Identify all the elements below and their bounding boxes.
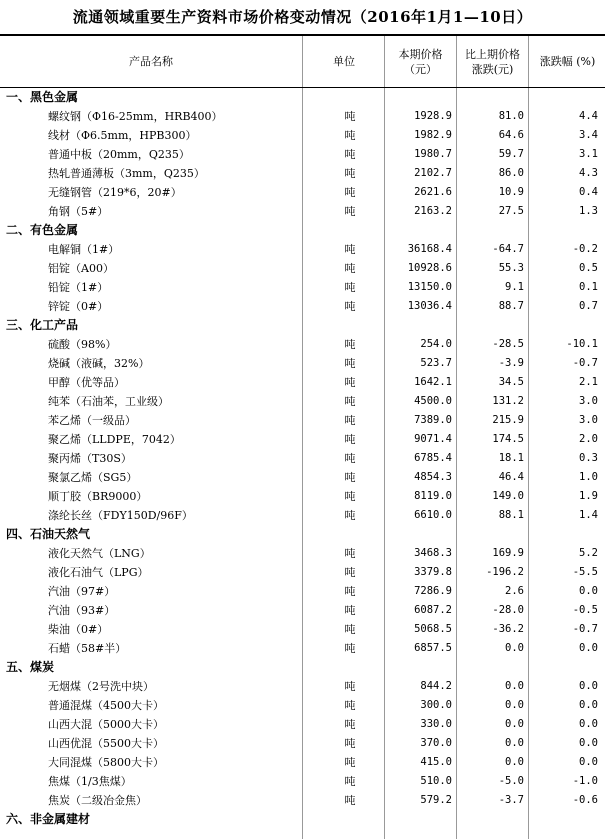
percent-cell: 0.7	[579, 300, 598, 312]
product-name: 聚乙烯（LLDPE，7042）	[48, 433, 181, 446]
product-name: 柴油（0#）	[48, 623, 109, 636]
section-title: 一、黑色金属	[6, 90, 79, 104]
unit-cell: 吨	[344, 433, 356, 446]
unit-cell: 吨	[344, 376, 356, 389]
product-name: 汽油（93#）	[48, 604, 116, 617]
price-cell: 330.0	[420, 718, 452, 730]
product-name: 焦炭（二级冶金焦）	[48, 794, 147, 807]
section-title: 六、非金属建材	[6, 812, 91, 826]
product-name: 铅锭（1#）	[48, 281, 109, 294]
percent-cell: 0.0	[579, 642, 598, 654]
change-cell: 0.0	[505, 680, 524, 692]
change-cell: 64.6	[498, 129, 524, 141]
unit-cell: 吨	[344, 452, 356, 465]
change-cell: 81.0	[498, 110, 524, 122]
percent-cell: 0.1	[579, 281, 598, 293]
price-cell: 415.0	[420, 756, 452, 768]
page-title: 流通领域重要生产资料市场价格变动情况（2016年1月1—10日）	[72, 8, 533, 26]
unit-cell: 吨	[344, 623, 356, 636]
change-cell: 46.4	[498, 471, 524, 483]
product-name: 顺丁胶（BR9000）	[48, 490, 148, 503]
unit-cell: 吨	[344, 129, 356, 142]
section-title: 三、化工产品	[6, 318, 79, 332]
price-cell: 3379.8	[414, 566, 452, 578]
product-name: 液化天然气（LNG）	[48, 547, 151, 560]
change-cell: -3.7	[498, 794, 524, 806]
price-cell: 10928.6	[407, 262, 452, 274]
unit-cell: 吨	[344, 262, 356, 275]
product-name: 聚氯乙烯（SG5）	[48, 471, 138, 484]
product-name: 液化石油气（LPG）	[48, 566, 149, 579]
percent-cell: 3.4	[579, 129, 598, 141]
product-name: 无缝钢管（219*6，20#）	[48, 186, 182, 199]
percent-cell: -0.2	[572, 243, 598, 255]
unit-cell: 吨	[344, 718, 356, 731]
product-name: 焦煤（1/3焦煤）	[48, 775, 132, 788]
percent-cell: 0.5	[579, 262, 598, 274]
price-cell: 9071.4	[414, 433, 452, 445]
header-change: 比上期价格涨跌(元)	[456, 36, 528, 87]
unit-cell: 吨	[344, 756, 356, 769]
column-divider	[456, 88, 457, 839]
percent-cell: -10.1	[566, 338, 598, 350]
price-cell: 1928.9	[414, 110, 452, 122]
percent-cell: 4.4	[579, 110, 598, 122]
change-cell: 0.0	[505, 699, 524, 711]
section-title: 二、有色金属	[6, 223, 79, 237]
product-name: 聚丙烯（T30S）	[48, 452, 132, 465]
change-cell: -196.2	[486, 566, 524, 578]
product-name: 角钢（5#）	[48, 205, 109, 218]
header-product-name: 产品名称	[129, 55, 173, 68]
unit-cell: 吨	[344, 775, 356, 788]
unit-cell: 吨	[344, 737, 356, 750]
percent-cell: -0.5	[572, 604, 598, 616]
product-name: 硫酸（98%）	[48, 338, 117, 351]
product-name: 热轧普通薄板（3mm，Q235）	[48, 167, 205, 180]
unit-cell: 吨	[344, 395, 356, 408]
price-cell: 510.0	[420, 775, 452, 787]
change-cell: 88.1	[498, 509, 524, 521]
price-cell: 13150.0	[407, 281, 452, 293]
table-body	[0, 88, 605, 829]
change-cell: 86.0	[498, 167, 524, 179]
product-name: 锌锭（0#）	[48, 300, 109, 313]
percent-cell: 0.0	[579, 718, 598, 730]
change-cell: 59.7	[498, 148, 524, 160]
unit-cell: 吨	[344, 357, 356, 370]
percent-cell: 3.0	[579, 414, 598, 426]
change-cell: 174.5	[492, 433, 524, 445]
unit-cell: 吨	[344, 471, 356, 484]
percent-cell: 5.2	[579, 547, 598, 559]
unit-cell: 吨	[344, 167, 356, 180]
unit-cell: 吨	[344, 585, 356, 598]
product-name: 山西优混（5500大卡）	[48, 737, 164, 750]
unit-cell: 吨	[344, 186, 356, 199]
percent-cell: 0.4	[579, 186, 598, 198]
price-cell: 579.2	[420, 794, 452, 806]
percent-cell: 1.9	[579, 490, 598, 502]
unit-cell: 吨	[344, 642, 356, 655]
percent-cell: 3.0	[579, 395, 598, 407]
change-cell: -28.5	[492, 338, 524, 350]
price-cell: 1982.9	[414, 129, 452, 141]
percent-cell: 2.1	[579, 376, 598, 388]
percent-cell: 0.0	[579, 756, 598, 768]
percent-cell: 2.0	[579, 433, 598, 445]
price-cell: 6785.4	[414, 452, 452, 464]
unit-cell: 吨	[344, 509, 356, 522]
price-cell: 4500.0	[414, 395, 452, 407]
percent-cell: 0.0	[579, 737, 598, 749]
change-cell: -28.0	[492, 604, 524, 616]
column-divider	[302, 88, 303, 839]
change-cell: 131.2	[492, 395, 524, 407]
change-cell: 9.1	[505, 281, 524, 293]
price-cell: 370.0	[420, 737, 452, 749]
unit-cell: 吨	[344, 205, 356, 218]
header-percent: 涨跌幅 (%)	[528, 36, 605, 87]
change-cell: 0.0	[505, 718, 524, 730]
percent-cell: 0.0	[579, 699, 598, 711]
header-price: 本期价格（元）	[384, 36, 456, 87]
price-table	[0, 34, 605, 829]
product-name: 甲醇（优等品）	[48, 376, 125, 389]
price-cell: 1980.7	[414, 148, 452, 160]
price-cell: 523.7	[420, 357, 452, 369]
product-name: 无烟煤（2号洗中块）	[48, 680, 154, 693]
change-cell: 169.9	[492, 547, 524, 559]
price-cell: 2621.6	[414, 186, 452, 198]
unit-cell: 吨	[344, 338, 356, 351]
section-title: 五、煤炭	[6, 660, 55, 674]
price-cell: 300.0	[420, 699, 452, 711]
price-cell: 36168.4	[407, 243, 452, 255]
price-cell: 6087.2	[414, 604, 452, 616]
product-name: 汽油（97#）	[48, 585, 116, 598]
price-cell: 254.0	[420, 338, 452, 350]
unit-cell: 吨	[344, 281, 356, 294]
product-name: 苯乙烯（一级品）	[48, 414, 136, 427]
percent-cell: -1.0	[572, 775, 598, 787]
unit-cell: 吨	[344, 300, 356, 313]
percent-cell: 1.3	[579, 205, 598, 217]
change-cell: 34.5	[498, 376, 524, 388]
unit-cell: 吨	[344, 148, 356, 161]
unit-cell: 吨	[344, 110, 356, 123]
header-unit: 单位	[302, 36, 385, 87]
percent-cell: 1.0	[579, 471, 598, 483]
change-cell: 10.9	[498, 186, 524, 198]
product-name: 普通中板（20mm，Q235）	[48, 148, 190, 161]
price-cell: 844.2	[420, 680, 452, 692]
section-title: 四、石油天然气	[6, 527, 91, 541]
unit-cell: 吨	[344, 604, 356, 617]
price-cell: 2102.7	[414, 167, 452, 179]
change-cell: 149.0	[492, 490, 524, 502]
product-name: 电解铜（1#）	[48, 243, 120, 256]
percent-cell: 4.3	[579, 167, 598, 179]
price-cell: 8119.0	[414, 490, 452, 502]
price-cell: 2163.2	[414, 205, 452, 217]
percent-cell: -0.7	[572, 357, 598, 369]
unit-cell: 吨	[344, 243, 356, 256]
change-cell: 27.5	[498, 205, 524, 217]
unit-cell: 吨	[344, 794, 356, 807]
price-cell: 13036.4	[407, 300, 452, 312]
product-name: 铝锭（A00）	[48, 262, 114, 275]
unit-cell: 吨	[344, 699, 356, 712]
change-cell: 18.1	[498, 452, 524, 464]
product-name: 线材（Φ6.5mm，HPB300）	[48, 129, 197, 142]
change-cell: 215.9	[492, 414, 524, 426]
change-cell: 0.0	[505, 737, 524, 749]
product-name: 烧碱（液碱，32%）	[48, 357, 150, 370]
unit-cell: 吨	[344, 490, 356, 503]
change-cell: -3.9	[498, 357, 524, 369]
product-name: 螺纹钢（Φ16-25mm，HRB400）	[48, 110, 223, 123]
price-cell: 7286.9	[414, 585, 452, 597]
product-name: 大同混煤（5800大卡）	[48, 756, 164, 769]
change-cell: 55.3	[498, 262, 524, 274]
change-cell: 88.7	[498, 300, 524, 312]
column-divider	[384, 88, 385, 839]
percent-cell: 1.4	[579, 509, 598, 521]
price-cell: 3468.3	[414, 547, 452, 559]
product-name: 纯苯（石油苯，工业级）	[48, 395, 169, 408]
percent-cell: 3.1	[579, 148, 598, 160]
change-cell: -64.7	[492, 243, 524, 255]
unit-cell: 吨	[344, 547, 356, 560]
price-cell: 5068.5	[414, 623, 452, 635]
percent-cell: 0.3	[579, 452, 598, 464]
percent-cell: -0.6	[572, 794, 598, 806]
price-cell: 6857.5	[414, 642, 452, 654]
percent-cell: 0.0	[579, 680, 598, 692]
price-cell: 1642.1	[414, 376, 452, 388]
percent-cell: -5.5	[572, 566, 598, 578]
product-name: 普通混煤（4500大卡）	[48, 699, 164, 712]
price-cell: 6610.0	[414, 509, 452, 521]
price-cell: 4854.3	[414, 471, 452, 483]
unit-cell: 吨	[344, 680, 356, 693]
unit-cell: 吨	[344, 414, 356, 427]
percent-cell: -0.7	[572, 623, 598, 635]
change-cell: -36.2	[492, 623, 524, 635]
change-cell: 0.0	[505, 642, 524, 654]
percent-cell: 0.0	[579, 585, 598, 597]
unit-cell: 吨	[344, 566, 356, 579]
change-cell: 0.0	[505, 756, 524, 768]
product-name: 石蜡（58#半）	[48, 642, 127, 655]
product-name: 涤纶长丝（FDY150D/96F）	[48, 509, 193, 522]
table-header	[0, 36, 605, 88]
change-cell: 2.6	[505, 585, 524, 597]
change-cell: -5.0	[498, 775, 524, 787]
price-cell: 7389.0	[414, 414, 452, 426]
column-divider	[528, 88, 529, 839]
product-name: 山西大混（5000大卡）	[48, 718, 164, 731]
